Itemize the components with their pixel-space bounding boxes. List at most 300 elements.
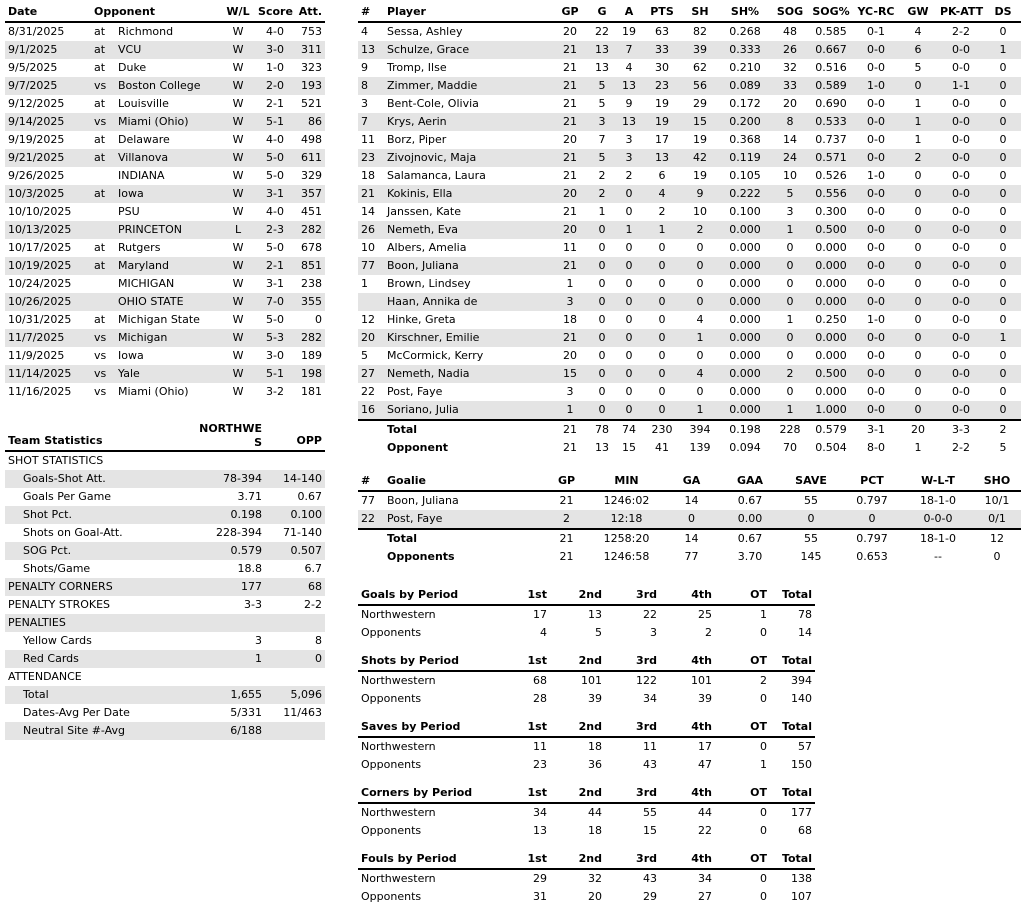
schedule-row <box>5 239 325 257</box>
cell: 0-0 <box>937 257 985 275</box>
cell: 0.589 <box>809 77 853 95</box>
cell: Iowa <box>115 185 221 203</box>
cell: 1 <box>760 758 767 771</box>
cell: 0-1 <box>867 25 885 38</box>
team-stats-row <box>5 578 325 596</box>
cell: 77 <box>684 550 699 563</box>
cell: 17 <box>655 133 669 146</box>
player-row <box>358 329 1021 347</box>
cell: 1 <box>771 221 809 239</box>
cell: 20 <box>783 97 797 110</box>
cell: 41 <box>655 441 669 454</box>
cell: 753 <box>301 25 323 38</box>
cell: 1246:58 <box>603 550 650 563</box>
cell: 29 <box>643 890 657 903</box>
cell: 0 <box>681 257 719 275</box>
cell: 19 <box>693 133 707 146</box>
cell: 0 <box>589 365 615 383</box>
cell: 5 <box>595 626 602 639</box>
cell: Northwestern <box>361 806 436 819</box>
team-stats-row <box>5 470 325 488</box>
player-row <box>358 95 1021 113</box>
cell: 0.000 <box>815 277 847 290</box>
cell: Miami (Ohio) <box>115 113 221 131</box>
cell: 6/188 <box>190 722 265 740</box>
cell: 27 <box>358 365 384 383</box>
cell: Boon, Juliana <box>387 494 459 507</box>
cell: 55 <box>781 529 841 548</box>
cell: 0 <box>598 349 606 362</box>
cell: Red Cards <box>5 650 190 668</box>
cell: 122 <box>636 674 657 687</box>
cell: 13 <box>589 41 615 59</box>
cell: 4 <box>681 365 719 383</box>
cell: 0 <box>615 365 643 383</box>
cell: 21 <box>563 205 577 218</box>
cell: 1-0 <box>266 61 284 74</box>
cell: 0.797 <box>856 494 888 507</box>
period-table-title: Corners by Period <box>358 784 495 803</box>
cell: 13 <box>533 824 547 837</box>
cell: 10/26/2025 <box>5 293 91 311</box>
players-header-pkatt: PK-ATT <box>937 3 985 22</box>
cell: 0.667 <box>809 41 853 59</box>
cell: W <box>232 133 244 146</box>
cell: 107 <box>791 890 812 903</box>
cell: 30 <box>655 61 669 74</box>
cell: 5-0 <box>255 149 295 167</box>
cell: 0 <box>914 277 922 290</box>
cell: 39 <box>681 41 719 59</box>
period-header-3rd: 3rd <box>605 718 660 737</box>
cell: 14 <box>798 626 812 639</box>
cell: 0-0 <box>853 113 899 131</box>
schedule-row <box>5 59 325 77</box>
cell: 43 <box>643 872 657 885</box>
cell: 0-0 <box>952 97 970 110</box>
cell: 0-0 <box>937 185 985 203</box>
cell: 26 <box>358 221 384 239</box>
cell: 11 <box>643 740 657 753</box>
cell: 0.67 <box>737 494 763 507</box>
schedule-row <box>5 365 325 383</box>
cell: 21 <box>559 494 574 507</box>
cell: 20 <box>563 25 577 38</box>
cell: 282 <box>295 329 325 347</box>
cell: 77 <box>361 494 375 507</box>
team-stats-header-row <box>5 416 325 451</box>
period-header-4th: 4th <box>660 652 715 671</box>
cell: Schulze, Grace <box>384 41 551 59</box>
schedule-header-att: Att. <box>295 3 325 22</box>
period-row <box>358 605 815 624</box>
cell: Post, Faye <box>384 510 544 529</box>
cell: -- <box>934 550 942 563</box>
cell: 0 <box>899 221 937 239</box>
cell: 0 <box>914 385 922 398</box>
team-stats-header-northwestern-line2: S <box>254 436 262 449</box>
cell: Iowa <box>118 349 144 362</box>
cell: 82 <box>693 25 707 38</box>
period-row <box>358 737 815 756</box>
cell: 2-1 <box>255 257 295 275</box>
players-table <box>358 3 1021 457</box>
cell: 394 <box>791 674 812 687</box>
cell: Opponents <box>361 824 422 837</box>
cell: 9/21/2025 <box>5 149 91 167</box>
cell: 181 <box>301 385 323 398</box>
cell: 11/16/2025 <box>8 385 72 398</box>
cell: 0.000 <box>719 365 771 383</box>
team-stats-header-northwestern <box>190 416 265 451</box>
cell: 9 <box>681 185 719 203</box>
cell: 0 <box>696 385 704 398</box>
cell: Soriano, Julia <box>384 401 551 420</box>
cell: 5 <box>914 61 922 74</box>
cell: W <box>232 97 244 110</box>
cell: 0.210 <box>729 61 761 74</box>
cell: 678 <box>301 241 323 254</box>
cell: 0.000 <box>729 313 761 326</box>
cell: 0.094 <box>729 441 761 454</box>
cell: 0-0 <box>937 149 985 167</box>
cell: Yellow Cards <box>23 634 92 647</box>
period-header-1st: 1st <box>495 718 550 737</box>
cell <box>265 614 325 632</box>
cell: 1 <box>598 205 606 218</box>
cell: 0 <box>899 185 937 203</box>
team-stats-table <box>5 416 325 740</box>
cell: SHOT STATISTICS <box>8 454 104 467</box>
cell: Boon, Juliana <box>384 257 551 275</box>
cell: 0.198 <box>190 506 265 524</box>
cell: 0.500 <box>809 365 853 383</box>
cell: 0-0 <box>952 349 970 362</box>
cell: 145 <box>800 550 822 563</box>
period-row <box>358 803 815 822</box>
cell: 3-0 <box>255 41 295 59</box>
cell: 0.100 <box>265 506 325 524</box>
cell: 11/463 <box>283 706 322 719</box>
cell: 0 <box>999 241 1007 254</box>
cell: 15 <box>551 365 589 383</box>
cell: 0.100 <box>729 205 761 218</box>
cell: 5 <box>361 349 368 362</box>
player-row <box>358 239 1021 257</box>
cell: 0 <box>899 401 937 420</box>
cell: 0-0 <box>853 41 899 59</box>
player-row <box>358 383 1021 401</box>
player-row <box>358 257 1021 275</box>
cell: 57 <box>798 740 812 753</box>
cell: Brown, Lindsey <box>387 277 471 290</box>
cell: 13 <box>615 77 643 95</box>
schedule-row <box>5 22 325 41</box>
cell: 15 <box>643 824 657 837</box>
players-header-gw: GW <box>899 3 937 22</box>
cell: 9 <box>625 97 633 110</box>
cell: 140 <box>791 692 812 705</box>
period-header-ot: OT <box>715 784 770 803</box>
cell: 0-0 <box>867 97 885 110</box>
cell: 139 <box>689 441 711 454</box>
cell <box>91 221 115 239</box>
cell: vs <box>94 385 107 398</box>
player-row <box>358 401 1021 420</box>
cell: 0 <box>643 365 681 383</box>
cell: 189 <box>301 349 323 362</box>
cell: 0-0 <box>937 41 985 59</box>
cell: 5-0 <box>266 313 284 326</box>
cell: 0.000 <box>729 349 761 362</box>
cell: 32 <box>588 872 602 885</box>
cell: 4 <box>361 25 368 38</box>
cell: 5-0 <box>266 241 284 254</box>
cell: 5 <box>598 97 606 110</box>
cell: 71-140 <box>283 526 322 539</box>
cell: 12:18 <box>589 510 664 529</box>
cell: 0 <box>658 349 666 362</box>
period-table-title: Goals by Period <box>358 586 495 605</box>
cell: 177 <box>791 806 812 819</box>
players-header-pts: PTS <box>643 3 681 22</box>
cell: vs <box>91 329 115 347</box>
cell <box>190 668 265 686</box>
cell: 0 <box>999 349 1007 362</box>
cell: 0 <box>771 257 809 275</box>
period-table-title: Saves by Period <box>358 718 495 737</box>
cell: McCormick, Kerry <box>387 349 484 362</box>
cell: 329 <box>301 169 323 182</box>
cell: at <box>94 313 106 326</box>
team-stats-row <box>5 560 325 578</box>
cell: 0-0 <box>853 293 899 311</box>
cell: 0 <box>841 510 903 529</box>
cell: W <box>221 365 255 383</box>
cell: 0.000 <box>815 241 847 254</box>
cell: 1 <box>914 441 922 454</box>
cell: 0 <box>658 241 666 254</box>
cell: 42 <box>681 149 719 167</box>
cell: 0/1 <box>973 510 1021 529</box>
cell: 78-394 <box>190 470 265 488</box>
period-header-ot: OT <box>715 850 770 869</box>
cell: Northwestern <box>361 608 436 621</box>
cell: 2 <box>658 205 666 218</box>
cell: 0.533 <box>809 113 853 131</box>
cell: 23 <box>643 77 681 95</box>
cell: Tromp, Ilse <box>387 61 447 74</box>
cell: 10/17/2025 <box>8 241 72 254</box>
period-header-2nd: 2nd <box>550 652 605 671</box>
period-table-saves <box>358 718 815 774</box>
cell: 22 <box>361 385 375 398</box>
cell: Total <box>384 420 551 439</box>
cell: at <box>94 25 106 38</box>
cell: vs <box>91 77 115 95</box>
period-table-corners <box>358 784 815 840</box>
cell: 851 <box>295 257 325 275</box>
cell: 10/3/2025 <box>5 185 91 203</box>
cell: 9 <box>361 61 368 74</box>
cell: W <box>221 41 255 59</box>
cell: 0 <box>696 349 704 362</box>
cell: 33 <box>643 41 681 59</box>
cell: 0.526 <box>815 169 847 182</box>
schedule-row <box>5 113 325 131</box>
period-header-2nd: 2nd <box>550 718 605 737</box>
cell: PENALTIES <box>5 614 190 632</box>
cell: Opponent <box>387 441 449 454</box>
cell: 19 <box>655 97 669 110</box>
player-row <box>358 149 1021 167</box>
cell: 21 <box>358 185 384 203</box>
schedule-row <box>5 293 325 311</box>
cell: 9/5/2025 <box>8 61 58 74</box>
cell: 13 <box>615 113 643 131</box>
cell <box>190 451 265 470</box>
cell: Hinke, Greta <box>387 313 456 326</box>
period-header-total: Total <box>770 850 815 869</box>
goalie-row <box>358 491 1021 510</box>
cell: 7 <box>598 133 606 146</box>
goalies-header-goalie: Goalie <box>384 472 544 491</box>
schedule-row <box>5 275 325 293</box>
cell: 29 <box>693 97 707 110</box>
cell <box>190 614 265 632</box>
schedule-row <box>5 311 325 329</box>
schedule-row <box>5 77 325 95</box>
cell: 20 <box>551 221 589 239</box>
cell: 0 <box>265 650 325 668</box>
goalies-header-row <box>358 472 1021 491</box>
period-header-ot: OT <box>715 586 770 605</box>
cell: 10/1 <box>984 494 1010 507</box>
cell: 0 <box>899 293 937 311</box>
players-header-row <box>358 3 1021 22</box>
cell: 0-0 <box>937 113 985 131</box>
cell: 0.690 <box>815 97 847 110</box>
cell: W <box>221 329 255 347</box>
cell: 3 <box>566 385 574 398</box>
cell: 21 <box>551 41 589 59</box>
cell: 1-0 <box>867 169 885 182</box>
cell: Shots on Goal-Att. <box>23 526 123 539</box>
cell: 0.268 <box>729 25 761 38</box>
cell: 3-2 <box>266 385 284 398</box>
cell: 0.000 <box>729 385 761 398</box>
cell: Goals-Shot Att. <box>5 470 190 488</box>
cell: 0.000 <box>719 329 771 347</box>
cell: Yale <box>115 365 221 383</box>
cell: 0-0 <box>867 277 885 290</box>
cell: 11/7/2025 <box>5 329 91 347</box>
cell: 311 <box>295 41 325 59</box>
cell: 70 <box>783 441 797 454</box>
cell: Villanova <box>115 149 221 167</box>
cell: 0.368 <box>729 133 761 146</box>
player-row <box>358 365 1021 383</box>
player-row <box>358 77 1021 95</box>
cell <box>265 668 325 686</box>
team-stats-header-opp: OPP <box>265 416 325 451</box>
cell: W <box>221 77 255 95</box>
cell: W <box>232 169 244 182</box>
cell: 18-1-0 <box>903 529 973 548</box>
cell: 0 <box>781 510 841 529</box>
cell: 0.089 <box>719 77 771 95</box>
cell: 1-0 <box>853 77 899 95</box>
cell: 4-0 <box>266 205 284 218</box>
cell: 18.8 <box>237 562 262 575</box>
cell: 5-1 <box>255 113 295 131</box>
cell: 5/331 <box>230 706 262 719</box>
players-header-sog: SOG <box>771 3 809 22</box>
cell: 17 <box>533 608 547 621</box>
cell <box>358 293 384 311</box>
cell: 2 <box>589 185 615 203</box>
cell: 5,096 <box>265 686 325 704</box>
cell: 68 <box>798 824 812 837</box>
cell: 12 <box>973 529 1021 548</box>
cell: 44 <box>588 806 602 819</box>
cell <box>265 722 325 740</box>
cell: 77 <box>358 257 384 275</box>
cell: 8 <box>358 77 384 95</box>
cell: OHIO STATE <box>115 293 221 311</box>
cell: 22 <box>358 510 384 529</box>
schedule-header-date: Date <box>5 3 91 22</box>
cell: 0 <box>999 385 1007 398</box>
cell: 2 <box>771 365 809 383</box>
cell <box>91 167 115 185</box>
cell: 34 <box>533 806 547 819</box>
cell: 19 <box>643 113 681 131</box>
cell: 0 <box>999 277 1007 290</box>
cell: 0.000 <box>719 293 771 311</box>
cell: W <box>221 293 255 311</box>
schedule-row <box>5 221 325 239</box>
cell: 0-0 <box>853 185 899 203</box>
schedule-row <box>5 257 325 275</box>
cell: Bent-Cole, Olivia <box>387 97 479 110</box>
players-header-gp: GP <box>551 3 589 22</box>
cell: 0 <box>643 257 681 275</box>
cell: 0 <box>664 510 719 529</box>
cell: 5 <box>589 77 615 95</box>
cell: L <box>221 221 255 239</box>
goalies-header-gp: GP <box>544 472 589 491</box>
cell: 0 <box>598 313 606 326</box>
cell: 78 <box>798 608 812 621</box>
cell: 4 <box>625 61 633 74</box>
player-row <box>358 221 1021 239</box>
cell: 355 <box>295 293 325 311</box>
cell: 3-1 <box>853 420 899 439</box>
cell: 29 <box>533 872 547 885</box>
cell: 16 <box>358 401 384 420</box>
cell: 18 <box>563 313 577 326</box>
cell: 11 <box>563 241 577 254</box>
cell: 6 <box>899 41 937 59</box>
cell: 1 <box>551 401 589 420</box>
cell: 23 <box>533 758 547 771</box>
cell: 2 <box>705 626 712 639</box>
cell: 9/1/2025 <box>5 41 91 59</box>
cell: 0 <box>786 277 794 290</box>
cell: 2-1 <box>266 97 284 110</box>
cell: 3 <box>786 205 794 218</box>
